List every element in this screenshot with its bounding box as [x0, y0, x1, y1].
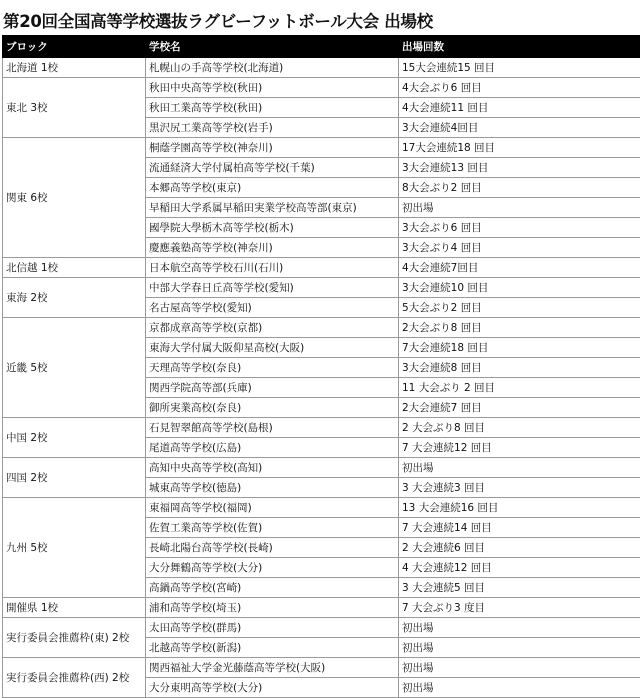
appearances-cell: 4大会ぶり6 回目	[399, 78, 640, 98]
appearances-cell: 4大会連続7回目	[399, 258, 640, 278]
appearances-cell: 3大会連続10 回目	[399, 278, 640, 298]
block-cell: 四国 2校	[3, 458, 146, 498]
block-cell: 中国 2校	[3, 418, 146, 458]
appearances-cell: 3大会連続8 回目	[399, 358, 640, 378]
table-row	[3, 278, 640, 298]
appearances-cell: 初出場	[399, 198, 640, 218]
header-appearances: 出場回数	[399, 36, 640, 58]
table-row	[3, 78, 640, 98]
school-name-cell: 太田高等学校(群馬)	[146, 618, 399, 638]
school-name-cell: 黒沢尻工業高等学校(岩手)	[146, 118, 399, 138]
school-name-cell: 高知中央高等学校(高知)	[146, 458, 399, 478]
table-header-row	[3, 36, 640, 58]
block-cell: 実行委員会推薦枠(西) 2校	[3, 658, 146, 698]
appearances-cell: 7大会連続18 回目	[399, 338, 640, 358]
header-school: 学校名	[146, 36, 399, 58]
page-title: 第20回全国高等学校選抜ラグビーフットボール大会 出場校	[3, 8, 433, 32]
school-name-cell: 関西学院高等部(兵庫)	[146, 378, 399, 398]
school-name-cell: 秋田中央高等学校(秋田)	[146, 78, 399, 98]
appearances-cell: 13 大会連続16 回目	[399, 498, 640, 518]
block-cell: 実行委員会推薦枠(東) 2校	[3, 618, 146, 658]
school-name-cell: 秋田工業高等学校(秋田)	[146, 98, 399, 118]
appearances-cell: 3 大会連続3 回目	[399, 478, 640, 498]
school-name-cell: 流通経済大学付属柏高等学校(千葉)	[146, 158, 399, 178]
block-cell: 東北 3校	[3, 78, 146, 138]
table-row	[3, 418, 640, 438]
appearances-cell: 7 大会連続14 回目	[399, 518, 640, 538]
school-name-cell: 高鍋高等学校(宮崎)	[146, 578, 399, 598]
appearances-cell: 11 大会ぶり 2 回目	[399, 378, 640, 398]
block-cell: 東海 2校	[3, 278, 146, 318]
appearances-cell: 17大会連続18 回目	[399, 138, 640, 158]
school-name-cell: 大分舞鶴高等学校(大分)	[146, 558, 399, 578]
appearances-cell: 7 大会連続12 回目	[399, 438, 640, 458]
appearances-cell: 3大会連続13 回目	[399, 158, 640, 178]
table-row	[3, 258, 640, 278]
school-name-cell: 佐賀工業高等学校(佐賀)	[146, 518, 399, 538]
school-name-cell: 石見智翠館高等学校(島根)	[146, 418, 399, 438]
appearances-cell: 3大会連続4回目	[399, 118, 640, 138]
school-name-cell: 北越高等学校(新潟)	[146, 638, 399, 658]
appearances-cell: 7 大会ぶり3 度目	[399, 598, 640, 618]
school-name-cell: 浦和高等学校(埼玉)	[146, 598, 399, 618]
appearances-cell: 3大会ぶり6 回目	[399, 218, 640, 238]
appearances-cell: 初出場	[399, 678, 640, 698]
school-name-cell: 日本航空高等学校石川(石川)	[146, 258, 399, 278]
block-cell: 関東 6校	[3, 138, 146, 258]
school-name-cell: 御所実業高校(奈良)	[146, 398, 399, 418]
table-row	[3, 658, 640, 678]
school-name-cell: 本郷高等学校(東京)	[146, 178, 399, 198]
appearances-cell: 初出場	[399, 638, 640, 658]
block-cell: 北信越 1校	[3, 258, 146, 278]
table-row	[3, 498, 640, 518]
appearances-cell: 2大会連続7 回目	[399, 398, 640, 418]
school-name-cell: 名古屋高等学校(愛知)	[146, 298, 399, 318]
school-name-cell: 東福岡高等学校(福岡)	[146, 498, 399, 518]
table-row	[3, 598, 640, 618]
table-row	[3, 138, 640, 158]
school-name-cell: 長崎北陽台高等学校(長崎)	[146, 538, 399, 558]
table-body	[3, 58, 640, 698]
school-name-cell: 尾道高等学校(広島)	[146, 438, 399, 458]
table-row	[3, 318, 640, 338]
block-cell: 九州 5校	[3, 498, 146, 598]
table-row	[3, 58, 640, 78]
school-name-cell: 中部大学春日丘高等学校(愛知)	[146, 278, 399, 298]
appearances-cell: 2大会ぶり8 回目	[399, 318, 640, 338]
appearances-cell: 初出場	[399, 658, 640, 678]
appearances-cell: 8大会ぶり2 回目	[399, 178, 640, 198]
school-name-cell: 京都成章高等学校(京都)	[146, 318, 399, 338]
participants-table	[2, 35, 640, 698]
school-name-cell: 國學院大學栃木高等学校(栃木)	[146, 218, 399, 238]
appearances-cell: 15大会連続15 回目	[399, 58, 640, 78]
appearances-cell: 5大会ぶり2 回目	[399, 298, 640, 318]
table-row	[3, 458, 640, 478]
school-name-cell: 札幌山の手高等学校(北海道)	[146, 58, 399, 78]
school-name-cell: 東海大学付属大阪仰星高校(大阪)	[146, 338, 399, 358]
table-row	[3, 618, 640, 638]
appearances-cell: 2 大会連続6 回目	[399, 538, 640, 558]
appearances-cell: 4大会連続11 回目	[399, 98, 640, 118]
school-name-cell: 慶應義塾高等学校(神奈川)	[146, 238, 399, 258]
school-name-cell: 桐蔭学園高等学校(神奈川)	[146, 138, 399, 158]
appearances-cell: 3 大会連続5 回目	[399, 578, 640, 598]
school-name-cell: 城東高等学校(徳島)	[146, 478, 399, 498]
school-name-cell: 早稲田大学系属早稲田実業学校高等部(東京)	[146, 198, 399, 218]
school-name-cell: 関西福祉大学金光藤蔭高等学校(大阪)	[146, 658, 399, 678]
block-cell: 近畿 5校	[3, 318, 146, 418]
appearances-cell: 2 大会ぶり8 回目	[399, 418, 640, 438]
block-cell: 開催県 1校	[3, 598, 146, 618]
appearances-cell: 4 大会連続12 回目	[399, 558, 640, 578]
school-name-cell: 天理高等学校(奈良)	[146, 358, 399, 378]
appearances-cell: 初出場	[399, 618, 640, 638]
header-block: ブロック	[3, 36, 146, 58]
school-name-cell: 大分東明高等学校(大分)	[146, 678, 399, 698]
block-cell: 北海道 1校	[3, 58, 146, 78]
appearances-cell: 初出場	[399, 458, 640, 478]
appearances-cell: 3大会ぶり4 回目	[399, 238, 640, 258]
